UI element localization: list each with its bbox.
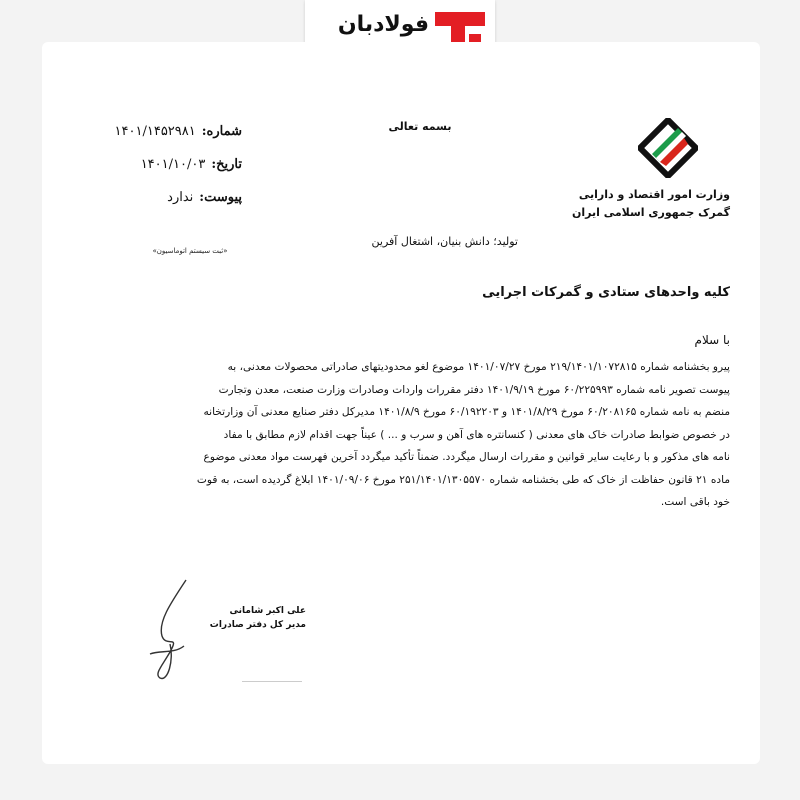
- date-value: ۱۴۰۱/۱۰/۰۳: [140, 157, 206, 172]
- customs-name: گمرک جمهوری اسلامی ایران: [571, 206, 730, 219]
- signer-block: [196, 604, 306, 632]
- ministry-name: وزارت امور اقتصاد و دارایی: [578, 188, 730, 201]
- divider: [242, 681, 302, 682]
- number-label: شماره:: [201, 124, 242, 139]
- signer-name: علی اکبر شامانی: [229, 606, 306, 616]
- year-motto: تولید؛ دانش بنیان، اشتغال آفرین: [371, 235, 518, 248]
- date-label: تاریخ:: [211, 157, 242, 172]
- body-line: نامه های مذکور و با رعایت سایر قوانین و مقررات ارسال میگردد. ضمناً تأکید میگردد آخرین فهرست مواد معدنی موضوع: [203, 451, 730, 463]
- salutation: با سلام: [694, 333, 730, 347]
- customs-emblem-icon: [638, 118, 698, 178]
- system-note: «ثبت سیستم اتوماسیون»: [152, 247, 228, 255]
- date-row: [82, 157, 242, 190]
- attachment-label: پیوست:: [199, 190, 242, 205]
- body-line: ماده ۲۱ قانون حفاظت از خاک که طی بخشنامه شماره ۲۵۱/۱۴۰۱/۱۳۰۵۵۷۰ مورخ ۱۴۰۱/۰۹/۰۶ ابلاغ گردیده است، به قوت: [196, 473, 730, 486]
- number-row: [82, 124, 242, 157]
- letter-meta: [82, 124, 242, 223]
- brand-name-fa: فولادبان: [337, 12, 429, 37]
- attachment-value: ندارد: [167, 190, 194, 205]
- letter-body: [104, 356, 730, 514]
- ministry-header: [530, 186, 730, 222]
- body-line: پیرو بخشنامه شماره ۲۱۹/۱۴۰۱/۱۰۷۲۸۱۵ مورخ ۱۴۰۱/۰۷/۲۷ موضوع لغو محدودیتهای صادراتی محصولات معدنی، به: [227, 361, 730, 373]
- bismillah: بسمه تعالی: [388, 120, 452, 133]
- number-value: ۱۴۰۱/۱۴۵۲۹۸۱: [114, 124, 196, 139]
- body-line: منضم به نامه شماره ۶۰/۲۰۸۱۶۵ مورخ ۱۴۰۱/۸/۲۹ و ۶۰/۱۹۲۲۰۳ مورخ ۱۴۰۱/۸/۹ مدیرکل دفتر صنایع معدنی آن وزارتخانه: [203, 406, 730, 418]
- signer-title: مدیر کل دفتر صادرات: [209, 620, 306, 630]
- body-line: پیوست تصویر نامه شماره ۶۰/۲۲۵۹۹۳ مورخ ۱۴۰۱/۹/۱۹ دفتر مقررات واردات وصادرات وزارت صنعت، معدن وتجارت: [218, 383, 730, 396]
- body-line: خود باقی است.: [660, 496, 730, 508]
- body-line: در خصوص ضوابط صادرات خاک های معدنی ( کنسانتره های آهن و سرب و ... ) عیناً جهت اقدام لازم مطابق با مفاد: [223, 428, 730, 441]
- recipient-heading: کلیه واحدهای ستادی و گمرکات اجرایی: [482, 285, 730, 300]
- attachment-row: [82, 190, 242, 223]
